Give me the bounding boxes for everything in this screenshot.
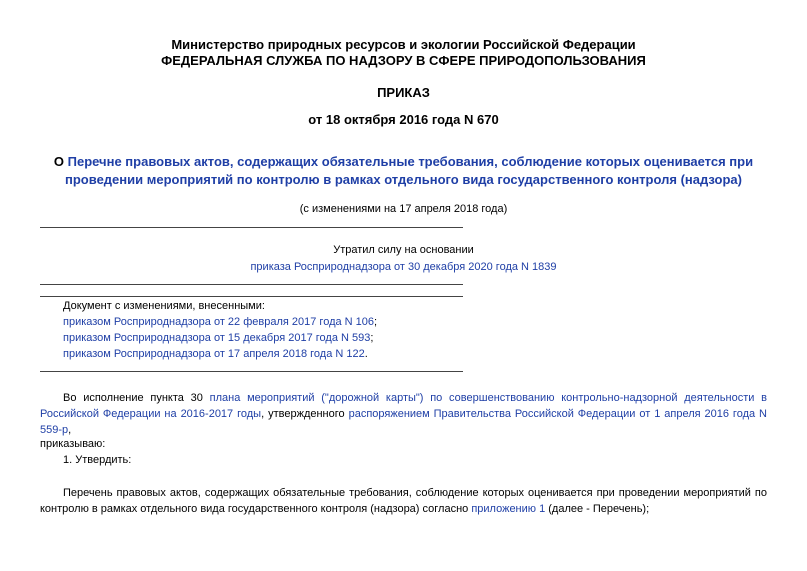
list-text: (далее - Перечень);: [545, 503, 650, 515]
amendment-link[interactable]: приказом Росприроднадзора от 17 апреля 2018 года N 122: [63, 348, 365, 360]
divider: [40, 296, 463, 297]
preamble-text: Во исполнение пункта 30: [63, 392, 210, 404]
amendment-link[interactable]: приказом Росприроднадзора от 22 февраля 2017 года N 106: [63, 316, 375, 328]
divider: [40, 371, 463, 372]
government-order-link[interactable]: распоряжением Правительства Российской Федерации от 1 апреля 2016 года N 559-р: [40, 408, 767, 436]
amendment-item: [63, 332, 373, 344]
amendments-heading: Документ с изменениями, внесенными:: [63, 300, 265, 312]
item-1: 1. Утвердить:: [63, 454, 132, 466]
divider: [40, 284, 463, 285]
title-prefix: О: [53, 154, 68, 169]
ministry-name: Министерство природных ресурсов и экологии Российской Федерации: [171, 37, 636, 52]
preamble-paragraph: [40, 390, 767, 438]
amendment-item: [63, 348, 368, 360]
amendment-tail: ;: [370, 332, 374, 344]
appendix-link[interactable]: приложению 1: [471, 503, 546, 515]
roadmap-link[interactable]: плана мероприятий ("дорожной карты") по совершенствованию контрольно-надзорной деятельности в Российской Федерации на 2016-2017 годы: [40, 392, 768, 420]
document-title: [0, 153, 807, 189]
repeal-link[interactable]: приказа Росприроднадзора от 30 декабря 2020 года N 1839: [250, 261, 557, 273]
divider: [40, 227, 463, 228]
title-link-line2[interactable]: проведении мероприятий по контролю в рамках отдельного вида государственного контроля (надзора): [65, 172, 742, 187]
amendment-tail: ;: [374, 316, 378, 328]
preamble-text: ,: [68, 424, 72, 436]
preamble-text: , утвержденного: [261, 408, 349, 420]
document-type: ПРИКАЗ: [377, 85, 430, 100]
list-text: Перечень правовых актов, содержащих обязательные требования, соблюдение которых оценивается при проведении мероприятий по контролю в рамках отдельного вида государственного контроля (надзора) согласно: [40, 487, 767, 515]
repeal-note: Утратил силу на основании: [333, 244, 474, 256]
amendment-item: [63, 316, 377, 328]
amendment-link[interactable]: приказом Росприроднадзора от 15 декабря 2017 года N 593: [63, 332, 371, 344]
document-date-number: от 18 октября 2016 года N 670: [308, 112, 499, 127]
revision-note: (с изменениями на 17 апреля 2018 года): [299, 203, 508, 215]
title-link-line1[interactable]: Перечне правовых актов, содержащих обязательные требования, соблюдение которых оценивается при: [67, 154, 754, 169]
service-name: ФЕДЕРАЛЬНАЯ СЛУЖБА ПО НАДЗОРУ В СФЕРЕ ПРИРОДОПОЛЬЗОВАНИЯ: [161, 53, 646, 68]
order-word: приказываю:: [40, 438, 106, 450]
list-paragraph: [40, 485, 767, 517]
amendment-tail: .: [364, 348, 368, 360]
